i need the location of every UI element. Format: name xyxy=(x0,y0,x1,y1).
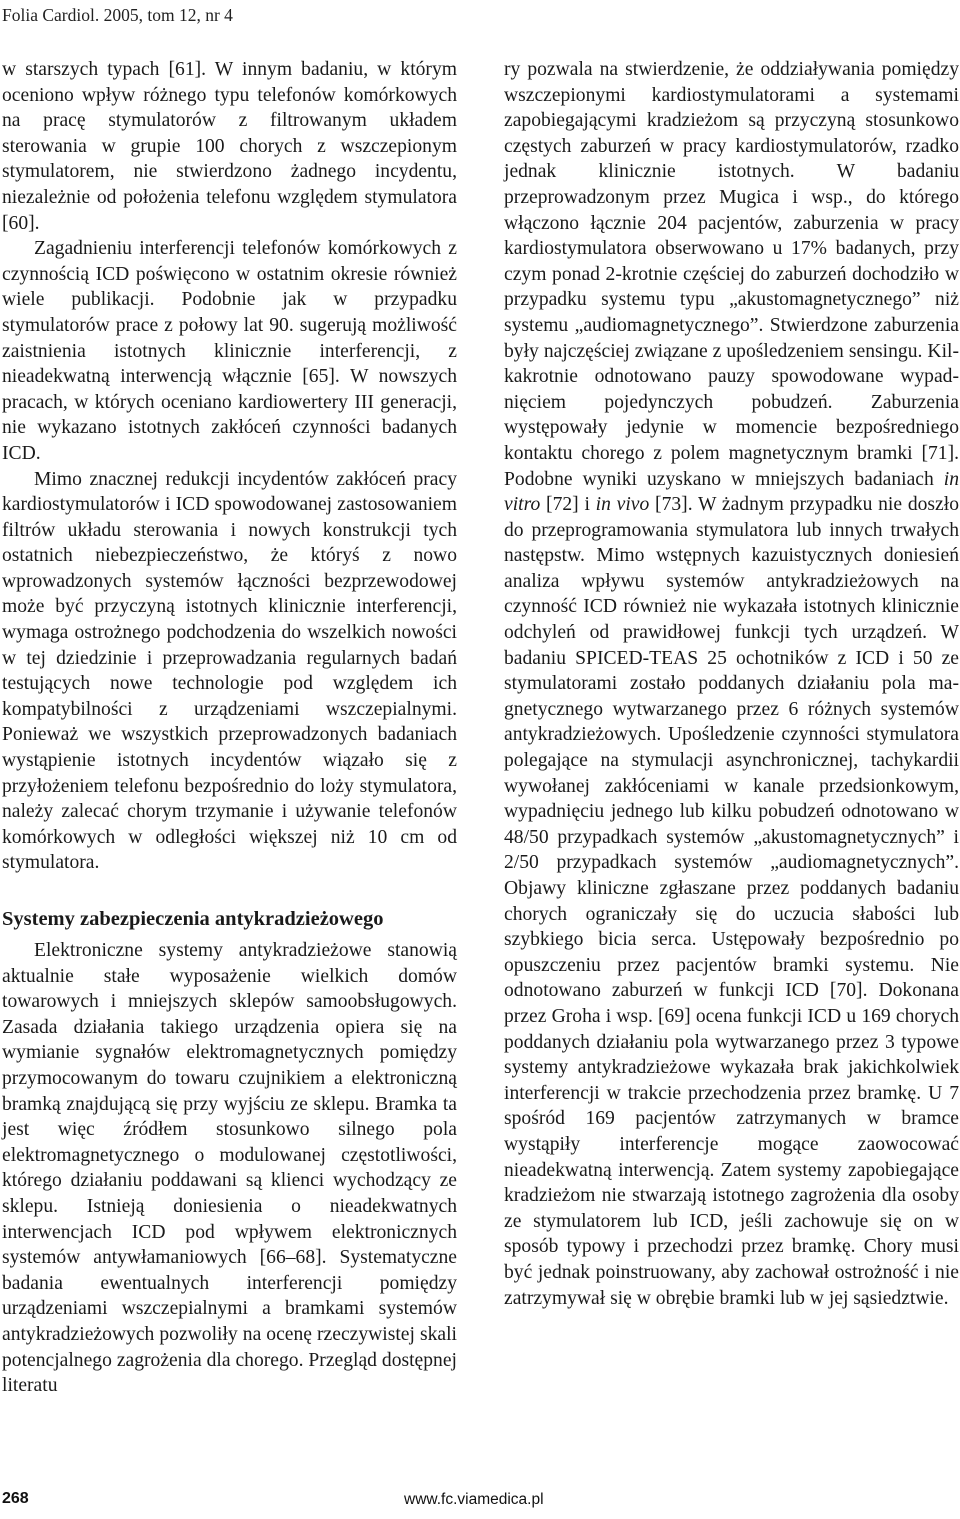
text-run: [73]. W żadnym przypadku nie doszło do przeprogramowania stymulatora lub innych trwałych następstw. Mimo wstępnych kazuistycznych doniesień analiza wpływu systemów antykradzieżowych na czynność ICD również nie wykazała istotnych klinicznie odchyleń od prawidłowej funkcji tych urządzeń. W badaniu SPICED-TEAS 25 ochotników z ICD i 50 ze stymulatorami zostało poddanych działaniu pola magnetycznego wytwarzanego przez 6 różnych systemów antykradzieżowych. Upośledzenie czynności stymulatora polegające na stymulacji asynchronicznej, tachykardii wywołanej zakłóceniami w kanale przedsionkowym, wypadnięciu jednego lub kilku pobudzeń odnotowano w 48/50 przypadkach systemów „akustomagnetycznych” i 2/50 przypadkach systemów „audiomagnetycznych”. Objawy kliniczne zgłaszane przez poddanych badaniu chorych ograniczały się do uczucia słabości lub szybkiego bicia serca. Ustępowały bezpośrednio po opuszczeniu przez pacjentów bramki systemu. Nie odnotowano zaburzeń w funkcji ICD [70]. Dokonana przez Groha i wsp. [69] ocena funkcji ICD u 169 chorych poddanych działaniu pola wytwarzanego przez 3 typowe systemy antykradzieżowe wykazała brak jakichkolwiek interferencji w trakcie przechodzenia przez bramkę. U 7 spośród 169 pacjentów zatrzymanych w bramce wystąpiły interferencje mogące zaowocować nieadekwatną interwencją. Zatem systemy zapobiegające kradzieżom nie stwarzają istotnego zagrożenia dla osoby ze stymulatorem lub ICD, jeśli zachowuje się on w sposób typowy i przechodzi przez bramkę. Chory musi być jednak poinstruowany, aby zachował ostrożność i nie zatrzymywał się w obrębie bramki lub w jej sąsiedztwie. xyxy=(504,494,959,1309)
page-footer xyxy=(0,1490,960,1519)
paragraph xyxy=(504,57,959,1311)
paragraph: Elektroniczne systemy antykradzieżowe stanowią aktualnie stałe wyposażenie wielkich domów towarowych i mniejszych sklepów samoobsługowych. Zasada działania takiego urządzenia opiera się na wymianie sygnałów elektromagnetycznych pomiędzy przymocowanym do towaru czujnikiem a elektroniczną bramką znajdującą się przy wyjściu ze sklepu. Bramka ta jest więc źródłem stosunkowo silnego pola elektromagnetycznego o modulowanej częstotliwości, którego działaniu poddawani są klienci wychodzący ze sklepu. Istnieją doniesienia o nieadekwatnych interwencjach ICD pod wpływem elektronicznych systemów antywłamaniowych [66–68]. Systematyczne badania ewentualnych interferencji pomiędzy urządzeniami wszczepialnymi a bramkami systemów antykradzieżowych pozwoliły na ocenę rzeczywistej skali potencjalnego zagrożenia dla chorego. Przegląd dostępnej literatu xyxy=(2,940,457,1397)
paragraph: Mimo znacznej redukcji incydentów zakłóceń pracy kardiostymulatorów i ICD spowodowanej zastosowaniem filtrów układu sterowania i nowych konstrukcji tych ostatnich niebezpieczeństwo, że któryś z nowo wprowadzonych systemów łączności bezprzewodowej może być przyczyną istotnych klinicznie interferencji, wymaga ostrożnego podchodzenia do wszelkich nowości w tej dziedzinie i przeprowadzania regularnych badań testujących nowe technologie pod względem ich kompatybilności z urządzeniami wszczepialnymi. Ponieważ we wszystkich przeprowadzonych badaniach wystąpienie istotnych incydentów wiązało się z przyłożeniem telefonu bezpośrednio do loży stymulatora, należy zalecać chorym trzymanie i używanie telefonów komórkowych w odległości większej niż 10 cm od stymulatora. xyxy=(2,468,457,874)
left-column xyxy=(2,57,457,1399)
journal-reference: Folia Cardiol. 2005, tom 12, nr 4 xyxy=(2,5,233,25)
page-number: 268 xyxy=(2,1490,29,1507)
page-header xyxy=(0,0,960,44)
italic-term: in vivo xyxy=(595,494,650,516)
paragraph: Zagadnieniu interferencji telefonów komórkowych z czynnością ICD poświęcono w ostatnim okresie również wiele publikacji. Podobnie jak w przypadku stymulatorów prace z połowy lat 90. sugerują możliwość zaistnienia istotnych klinicznie interferencji, z nieadekwatną interwencją włącznie [65]. W nowszych pracach, w których oceniano kardiowertery III generacji, nie wykazano istotnych zakłóceń czynności badanych ICD. xyxy=(2,238,457,464)
section-heading: Systemy zabezpieczenia antykradzieżowego xyxy=(2,908,384,930)
right-column xyxy=(504,57,959,1311)
text-run: [72] i xyxy=(540,494,596,516)
text-run: ry pozwala na stwierdzenie, że oddziaływania pomiędzy wszczepionymi kardiostymulatorami a systemami zapobiegającymi kradzieżom są przyczyną stosunkowo częstych zaburzeń w pracy kardiostymulatorów, rzadko jednak klinicznie istotnych. W badaniu przeprowadzonym przez Mugica i wsp., do którego włączono łącznie 204 pacjentów, zaburzenia w pracy kardiostymulatora obserwowano u 17% badanych, przy czym ponad 2-krotnie częściej do zaburzeń dochodziło w przypadku systemu typu „akustomagnetycznego” niż systemu „audiomagnetycznego”. Stwierdzone zaburzenia były najczęściej związane z upośledzeniem sensingu. Kilkakrotnie odnotowano pauzy spowodowane wypadnięciem pojedynczych pobudzeń. Zaburzenia występowały jedynie w momencie bezpośredniego kontaktu chorego z polem magnetycznym bramki [71]. Podobne wyniki uzyskano w mniejszych badaniach xyxy=(504,59,959,490)
italic-term: in vitro xyxy=(504,468,959,516)
paragraph: w starszych typach [61]. W innym badaniu, w którym oceniono wpływ różnego typu telefonów komórkowych na pracę stymulatorów z filtrowanym układem sterowania w grupie 100 chorych z wszczepionym stymulatorem, nie stwierdzono żadnego incydentu, niezależnie od położenia telefonu względem stymulatora [60]. xyxy=(2,59,457,234)
journal-url[interactable]: www.fc.viamedica.pl xyxy=(404,1491,544,1508)
